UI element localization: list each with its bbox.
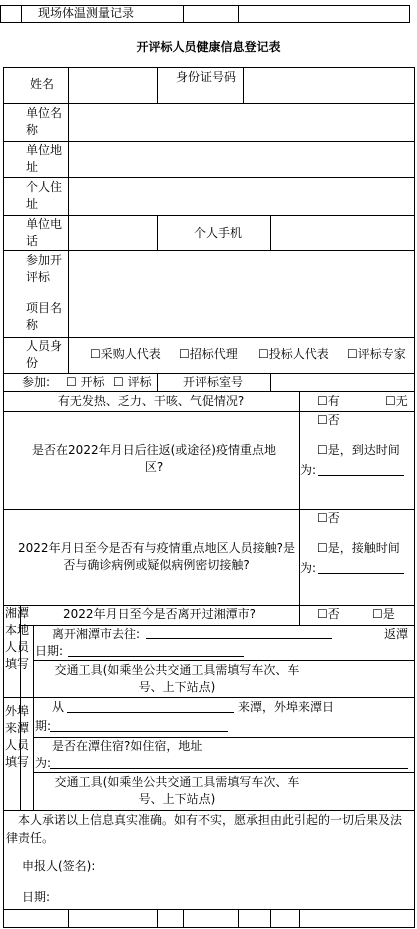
question-contact: 2022年月日至今是否有与疫情重点地区人员接触?是否与确诊病例或疑似病例密切接触? <box>18 541 295 572</box>
column-line <box>157 373 158 391</box>
column-line <box>68 67 69 373</box>
question-travel: 是否在2022年月日后往返(或途径)疫情重点地区? <box>32 443 276 474</box>
row-line <box>3 411 415 412</box>
local-transport-label: 交通工具(如乘坐公共交通工具需填写车次、车号、上下站点) <box>54 663 300 694</box>
arrive-label: 来潭，外埠来潭日 <box>238 700 335 714</box>
local-section-label: 湘潭本地人员填写 <box>5 606 30 671</box>
temperature-record-label: 现场体温测量记录 <box>38 6 135 20</box>
column-line <box>243 67 244 103</box>
column-line <box>183 909 184 928</box>
row-line <box>33 660 415 661</box>
row-line <box>3 177 415 178</box>
role-option-purchaser[interactable]: ☐采购人代表 <box>90 347 161 361</box>
row-line <box>3 391 415 392</box>
return-date-label: 日期: <box>35 644 64 658</box>
unit-phone-label: 单位电话 <box>26 217 63 248</box>
external-section-label: 外埠来潭人员填写 <box>5 704 30 769</box>
name-label: 姓名 <box>30 77 55 91</box>
arrive-date-line <box>50 731 228 732</box>
unit-name-label: 单位名称 <box>26 106 63 137</box>
participate-option-opening[interactable]: ☐ 开标 <box>66 375 105 389</box>
participate-option-evaluation[interactable]: ☐ 评标 <box>113 375 152 389</box>
signature-label: 申报人(签名): <box>22 859 96 873</box>
travel-yes-option[interactable]: ☐是，到达时间 <box>317 443 400 457</box>
stay-address-tail: 为: <box>35 756 52 770</box>
divider <box>183 5 184 23</box>
contact-yes-option[interactable]: ☐是，接触时间 <box>317 541 400 555</box>
column-line <box>270 909 271 928</box>
role-option-expert[interactable]: ☐评标专家 <box>347 347 406 361</box>
role-option-bidder[interactable]: ☐投标人代表 <box>258 347 329 361</box>
column-line <box>270 373 271 391</box>
column-line <box>157 215 158 250</box>
role-label: 人员身份 <box>26 339 63 370</box>
fever-yes-option[interactable]: ☐有 <box>317 394 340 408</box>
row-line <box>33 772 415 773</box>
question-fever: 有无发热、乏力、干咳、气促情况? <box>57 394 245 408</box>
column-line <box>270 215 271 250</box>
from-label: 从 <box>52 700 65 714</box>
role-option-agent[interactable]: ☐招标代理 <box>179 347 238 361</box>
destination-label: 离开湘潭市去往: <box>52 627 141 641</box>
return-label: 返潭 <box>384 627 409 641</box>
travel-no-option[interactable]: ☐否 <box>317 413 340 427</box>
from-line <box>67 712 234 713</box>
left-city-no-option[interactable]: ☐否 <box>317 607 340 621</box>
travel-time-tail: 为: <box>300 463 317 477</box>
row-line <box>3 509 415 510</box>
divider <box>238 5 239 23</box>
mobile-label: 个人手机 <box>194 226 243 240</box>
question-left-city: 2022年月日至今是否离开过湘潭市? <box>63 607 256 621</box>
project-name-label: 项目名称 <box>26 301 63 332</box>
column-line <box>68 909 69 928</box>
contact-time-line <box>318 573 404 574</box>
column-line <box>157 909 158 928</box>
unit-address-label: 单位地址 <box>26 143 63 174</box>
column-line <box>238 909 239 928</box>
declaration-date-label: 日期: <box>22 890 51 904</box>
id-number-label: 身份证号码 <box>175 70 236 84</box>
form-title: 开评标人员健康信息登记表 <box>136 40 281 54</box>
column-line <box>299 391 300 625</box>
stay-question: 是否在潭住宿?如住宿，地址 <box>52 739 203 753</box>
stay-address-line <box>50 768 408 769</box>
left-city-yes-option[interactable]: ☐是 <box>372 607 395 621</box>
participate-label: 参加: <box>22 375 51 389</box>
row-line <box>3 103 415 104</box>
return-date-line <box>68 656 244 657</box>
fever-no-option[interactable]: ☐无 <box>385 394 408 408</box>
row-line <box>3 909 415 910</box>
row-line <box>3 250 415 251</box>
row-line <box>3 697 415 698</box>
column-line <box>299 909 300 928</box>
event-label: 参加开评标 <box>26 253 63 284</box>
destination-line <box>146 638 332 639</box>
contact-no-option[interactable]: ☐否 <box>317 511 340 525</box>
divider <box>21 5 22 23</box>
external-transport-label: 交通工具(如乘坐公共交通工具需填写车次、车号、上下站点) <box>54 775 300 806</box>
declaration-text: 本人承诺以上信息真实准确。如有不实，愿承担由此引起的一切后果及法律责任。 <box>6 813 403 845</box>
column-line <box>157 67 158 103</box>
home-address-label: 个人住址 <box>26 180 63 211</box>
arrive-date-label: 期: <box>35 719 52 733</box>
travel-time-line <box>318 475 404 476</box>
contact-time-tail: 为: <box>300 561 317 575</box>
room-number-label: 开评标室号 <box>183 375 244 389</box>
